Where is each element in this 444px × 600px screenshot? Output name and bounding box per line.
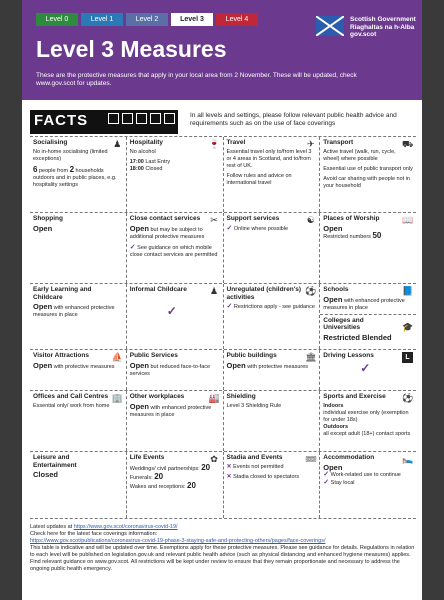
cell-unregulated-activities: Unregulated (children's) activities ⚽ ✓ Restrictions apply - see guidance — [223, 284, 320, 349]
tick-icon: ✓ — [129, 243, 136, 251]
attraction-icon: ⛵ — [111, 352, 123, 362]
page — [22, 0, 422, 600]
scissors-icon: ✂ — [210, 215, 218, 225]
avoid-crowds-icon — [122, 113, 133, 124]
cell-stadia-events: Stadia and Events 🎟 ✕ Events not permitted ✕ Stadia closed to spectators — [223, 452, 320, 518]
graduation-cap-icon: 🎓 — [402, 322, 414, 332]
measures-grid — [30, 136, 416, 519]
family-icon: ♟ — [209, 286, 219, 296]
cell-heading: Places of Worship — [323, 215, 380, 222]
cell-transport: Transport ⛟ Active travel (walk, run, cycle, wheel) where possible Essential use of public transport only Avoid car sharing with people not in your household — [319, 137, 416, 212]
cell-accommodation: Accommodation 🛌 Open ✓ Work-related use to continue ✓ Stay local — [319, 452, 416, 518]
saltire-flag-icon — [316, 16, 344, 36]
disclaimer-text: This table is indicative and will be updated over time. Exemptions apply for these protective measures. Please see guidance for details. Regulations in relation to each level will be published on legislation.gov.uk and relevant public health advice (such as physical distancing and enhanced hygiene measures) applies. Find relevant guidance on www.gov.scot. All restrictions will be kept under review to ensure that they remain proportionate and necessary to address the ongoing public health emergency. — [30, 545, 415, 572]
cell-travel: Travel ✈ Essential travel only to/from level 3 or 4 areas in Scotland, and to/from rest of UK. Follow rules and advice on international travel — [223, 137, 320, 212]
cell-heading: Unregulated (children's) activities — [226, 286, 301, 301]
people-icon: ♟ — [113, 139, 122, 149]
tab-level-4[interactable]: Level 4 — [216, 13, 258, 26]
page-title: Level 3 Measures — [36, 36, 227, 62]
cell-sports-exercise: Sports and Exercise ⚽ Indoors individual exercise only (exemption for under 18s) Outdoors all except adult (18+) contact sports — [319, 391, 416, 451]
facts-note: In all levels and settings, please follow relevant public health advice and requirements such as on the use of face coverings — [190, 112, 397, 127]
cell-heading: Public Services — [129, 352, 178, 359]
handshake-icon: ☯ — [306, 215, 315, 225]
tick-icon: ✓ — [166, 304, 177, 318]
cell-support-services: Support services ☯ ✓ Online where possible — [223, 213, 320, 283]
cell-hospitality: Hospitality 🍷 No alcohol 17:00 Last Entry 18:00 Closed — [126, 137, 223, 212]
cell-heading: Public buildings — [226, 352, 277, 359]
facts-banner — [30, 110, 178, 134]
gov-url: gov.scot — [350, 31, 377, 38]
ticket-icon: 🎟 — [305, 454, 317, 464]
tab-level-3[interactable]: Level 3 — [171, 13, 213, 26]
cell-heading: Shielding — [226, 393, 256, 400]
sport-icon: ⚽ — [402, 393, 414, 403]
cell-schools: Schools 📘 Open with enhanced protective measures in place Colleges and Universities 🎓 Restricted Blended — [319, 284, 416, 349]
face-covering-icon — [108, 113, 119, 124]
cell-heading: Offices and Call Centres — [33, 393, 109, 400]
cell-heading: Accommodation — [323, 454, 375, 461]
self-isolate-icon — [164, 113, 175, 124]
face-coverings-link[interactable]: https://www.gov.scot/publications/coronavirus-covid-19-phase-3-staying-safe-and-protecting-others/pages/face-coverings/ — [30, 538, 326, 544]
tick-icon: ✓ — [226, 303, 233, 310]
cell-heading: Transport — [323, 139, 354, 146]
cell-other-workplaces: Other workplaces 🏭 Open with enhanced protective measures in place — [126, 391, 223, 451]
bed-icon: 🛌 — [402, 454, 414, 464]
cross-icon: ✕ — [226, 473, 232, 480]
cell-public-buildings: Public buildings 🏛 Open with protective measures — [223, 350, 320, 390]
tick-icon: ✓ — [226, 224, 233, 232]
facts-icons — [108, 113, 175, 124]
cell-places-of-worship: Places of Worship 📖 Open Restricted numbers 50 — [319, 213, 416, 283]
level-tabs — [36, 13, 258, 26]
cell-heading: Leisure and Entertainment — [33, 454, 77, 469]
drinks-icon: 🍷 — [208, 139, 220, 149]
flowers-icon: ✿ — [210, 454, 218, 464]
cell-heading: Close contact services — [129, 215, 201, 222]
cell-heading: Life Events — [129, 454, 165, 461]
cell-informal-childcare — [126, 284, 223, 349]
cell-heading: Travel — [226, 139, 246, 146]
tick-icon: ✓ — [323, 478, 330, 486]
cell-offices: Offices and Call Centres 🏢 Essential only/ work from home — [33, 393, 123, 409]
office-icon: 🏢 — [111, 393, 123, 403]
cell-heading: Hospitality — [129, 139, 163, 146]
cell-close-contact: Close contact services ✂ Open but may be subject to additional protective measures ✓ See guidance on which mobile close contact services are permitted — [126, 213, 223, 283]
gov-logo — [316, 16, 416, 39]
cell-heading: Support services — [226, 215, 280, 222]
plane-icon: ✈ — [306, 139, 315, 149]
cell-leisure: Leisure and Entertainment Closed — [30, 452, 126, 518]
facts-word: FACTS — [34, 112, 89, 129]
cell-heading: Early Learning and Childcare — [33, 286, 92, 301]
covid-updates-link[interactable]: https://www.gov.scot/coronavirus-covid-19/ — [73, 524, 178, 530]
two-metres-icon — [150, 113, 161, 124]
cell-shopping — [30, 213, 126, 283]
cell-visitor-attractions: Visitor Attractions ⛵ Open with protective measures — [33, 352, 123, 370]
activity-icon: ⚽ — [305, 286, 317, 296]
gov-name-gaelic: Riaghaltas na h-Alba — [350, 23, 415, 31]
cell-heading: Socialising — [33, 139, 68, 146]
cell-early-learning: Early Learning and Childcare Open with enhanced protective measures in place — [30, 284, 126, 349]
cell-socialising: Socialising ♟ No in-home socialising (limited exceptions) 6 people from 2 households outdoors and in public places, e.g. hospitality settings — [33, 139, 122, 188]
cell-public-services: Public Services Open but reduced face-to-face services — [126, 350, 223, 390]
header-banner — [22, 0, 422, 100]
tab-level-0[interactable]: Level 0 — [36, 13, 78, 26]
cross-icon: ✕ — [226, 463, 232, 470]
cell-heading: Sports and Exercise — [323, 393, 386, 400]
gov-name: Scottish Government — [350, 16, 416, 23]
facts-row — [30, 110, 416, 136]
tick-icon: ✓ — [360, 361, 371, 375]
learner-plate-icon: L — [402, 352, 413, 363]
cell-heading: Stadia and Events — [226, 454, 283, 461]
car-icon: ⛟ — [402, 139, 414, 149]
tick-icon: ✓ — [323, 470, 330, 478]
clean-hands-icon — [136, 113, 147, 124]
cell-life-events: Life Events ✿ Weddings/ civil partnerships: 20 Funerals: 20 Wakes and receptions: 20 — [126, 452, 223, 518]
cell-heading: Schools — [323, 286, 349, 293]
book-icon: 📖 — [402, 215, 414, 225]
intro-text: These are the protective measures that apply in your local area from 2 November. These will be updated, check www.gov.scot for updates. — [36, 72, 357, 87]
colleges-heading: Colleges and Universities — [323, 316, 364, 331]
school-book-icon: 📘 — [402, 286, 414, 296]
cell-shielding: Shielding Level 3 Shielding Rule — [223, 391, 320, 451]
cell-heading: Other workplaces — [129, 393, 185, 400]
footer-notes: Latest updates at https://www.gov.scot/coronavirus-covid-19/ Check here for the latest face coverings information: https://www.gov.scot/publications/coronavirus-covid-19-phase-3-staying-safe-and-protecting-others/pages/face-coverings/ This table is indicative and will be updated over time. Exemptions apply for these protective measures. Please see guidance for details. Regulations in relation to each level will be published on legislation.gov.uk and relevant public health advice (such as physical distancing and enhanced hygiene measures) applies. Find relevant guidance on www.gov.scot. All restrictions will be kept under review to ensure that they remain proportionate and necessary to address the ongoing public health emergency. — [30, 524, 415, 572]
tab-level-2[interactable]: Level 2 — [126, 13, 168, 26]
status-open: Open — [33, 223, 53, 233]
building-icon: 🏛 — [305, 352, 317, 362]
cell-heading: Shopping — [33, 215, 63, 222]
cell-heading: Informal Childcare — [129, 286, 187, 293]
tab-level-1[interactable]: Level 1 — [81, 13, 123, 26]
factory-icon: 🏭 — [208, 393, 220, 403]
cell-heading: Visitor Attractions — [33, 352, 89, 359]
cell-heading: Driving Lessons — [323, 352, 374, 359]
cell-driving-lessons — [319, 350, 416, 390]
